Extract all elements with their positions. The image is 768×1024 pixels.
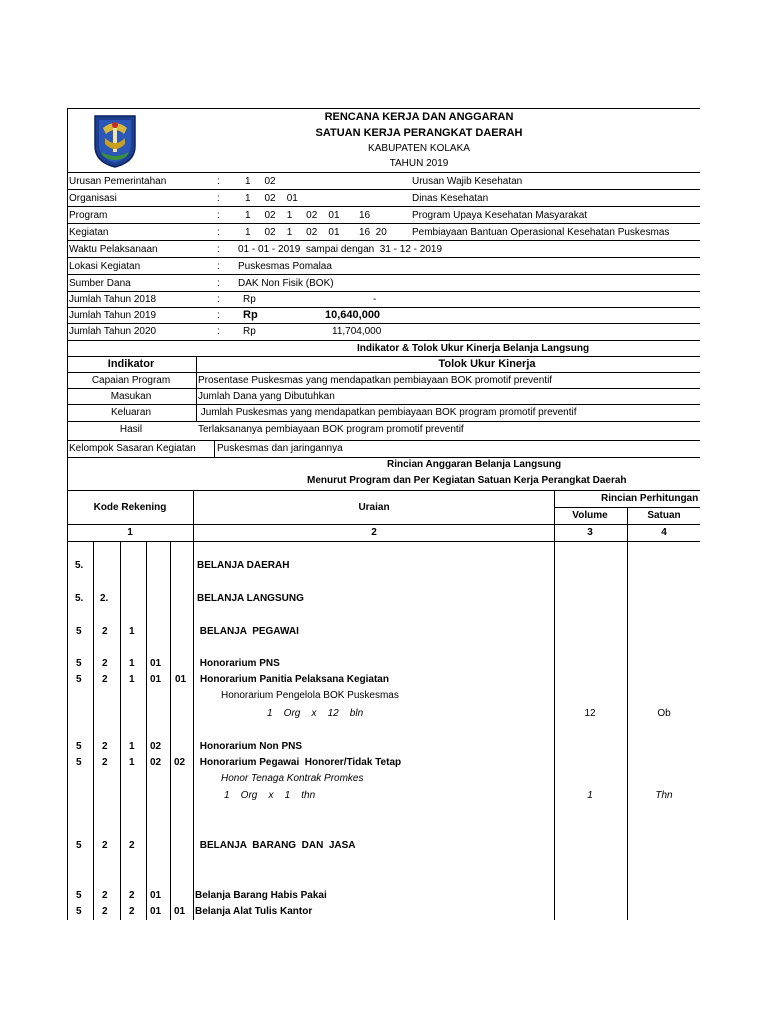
row-kode-3: 1 — [129, 658, 135, 669]
kegiatan-label: Kegiatan — [69, 227, 109, 238]
row-uraian: Belanja Alat Tulis Kantor — [195, 906, 313, 917]
row-kode-2: 2 — [102, 906, 108, 917]
col-number-2: 2 — [371, 527, 377, 538]
row-kode-2: 2 — [102, 890, 108, 901]
lokasi-label: Lokasi Kegiatan — [69, 261, 141, 272]
tolok-masukan: Jumlah Dana yang Dibutuhkan — [198, 391, 335, 402]
row-kode-2: 2 — [102, 658, 108, 669]
organisasi-label: Organisasi — [69, 193, 117, 204]
row-kode-1: 5 — [76, 626, 82, 637]
row-kode-2: 2 — [102, 757, 108, 768]
jumlah-2020-value: 11,704,000 — [332, 326, 382, 337]
indikator-hasil: Hasil — [119, 424, 143, 435]
row-kode-2: 2 — [102, 626, 108, 637]
col-volume: Volume — [572, 510, 608, 521]
colon: : — [217, 244, 220, 255]
row-calc: 1 Org x 12 bln — [267, 708, 364, 719]
colon: : — [217, 294, 220, 305]
sumber-value: DAK Non Fisik (BOK) — [238, 278, 334, 289]
row-kode-1: 5. — [75, 560, 84, 571]
row-kode-4: 01 — [150, 674, 162, 685]
row-kode-3: 2 — [129, 840, 135, 851]
col-number-4: 4 — [661, 527, 667, 538]
row-uraian: Honorarium Panitia Pelaksana Kegiatan — [200, 674, 389, 685]
row-kode-1: 5 — [76, 658, 82, 669]
row-uraian: BELANJA BARANG DAN JASA — [197, 840, 356, 851]
row-kode-2: 2. — [100, 593, 109, 604]
indikator-capaian: Capaian Program — [91, 375, 171, 386]
row-sub-uraian: Honor Tenaga Kontrak Promkes — [221, 773, 364, 784]
colon: : — [217, 310, 220, 321]
title-satuan-kerja: SATUAN KERJA PERANGKAT DAERAH — [315, 127, 523, 139]
subtitle-tahun: TAHUN 2019 — [389, 158, 449, 169]
urusan-value: Urusan Wajib Kesehatan — [412, 176, 523, 187]
row-kode-2: 2 — [102, 674, 108, 685]
row-kode-4: 01 — [150, 906, 162, 917]
col-rincian-perhitungan: Rincian Perhitungan — [601, 493, 699, 504]
sumber-label: Sumber Dana — [69, 278, 131, 289]
colon: : — [217, 193, 220, 204]
tolok-keluaran: Jumlah Puskesmas yang mendapatkan pembiayaan BOK program promotif preventif — [198, 407, 577, 418]
row-kode-2: 2 — [102, 741, 108, 752]
urusan-code: 1 02 — [245, 176, 276, 187]
colon: : — [217, 278, 220, 289]
row-uraian: Honorarium Non PNS — [197, 741, 303, 752]
waktu-value: 01 - 01 - 2019 sampai dengan 31 - 12 - 2019 — [238, 244, 443, 255]
jumlah-2018-value: - — [373, 294, 377, 305]
kinerja-title: Indikator & Tolok Ukur Kinerja Belanja Langsung — [357, 343, 590, 354]
sasaran-value: Puskesmas dan jaringannya — [217, 443, 343, 454]
colon: : — [217, 210, 220, 221]
row-sub-uraian: Honorarium Pengelola BOK Puskesmas — [221, 690, 399, 701]
row-volume: 12 — [584, 708, 596, 719]
col-kode-rekening: Kode Rekening — [93, 502, 167, 513]
row-satuan: Thn — [655, 790, 673, 801]
row-kode-1: 5 — [76, 840, 82, 851]
program-value: Program Upaya Kesehatan Masyarakat — [412, 210, 588, 221]
organisasi-value: Dinas Kesehatan — [412, 193, 489, 204]
row-kode-5: 02 — [174, 757, 186, 768]
program-code: 1 02 1 02 01 16 — [245, 210, 371, 221]
row-kode-3: 1 — [129, 674, 135, 685]
subtitle-kabupaten: KABUPATEN KOLAKA — [368, 143, 470, 154]
lokasi-value: Puskesmas Pomalaa — [238, 261, 332, 272]
rincian-subtitle: Menurut Program dan Per Kegiatan Satuan Kerja Perangkat Daerah — [307, 475, 627, 486]
tolok-hasil: Terlaksananya pembiayaan BOK program promotif preventif — [198, 424, 464, 435]
row-kode-1: 5 — [76, 890, 82, 901]
kabupaten-logo-icon — [91, 112, 139, 168]
colon: : — [217, 176, 220, 187]
jumlah-2020-rp: Rp — [243, 326, 256, 337]
row-uraian: Belanja Barang Habis Pakai — [195, 890, 327, 901]
jumlah-2020-label: Jumlah Tahun 2020 — [69, 326, 157, 337]
row-uraian: Honorarium PNS — [197, 658, 280, 669]
tolok-capaian: Prosentase Puskesmas yang mendapatkan pembiayaan BOK promotif preventif — [198, 375, 553, 386]
kegiatan-code: 1 02 1 02 01 16 20 — [245, 227, 387, 238]
jumlah-2019-label: Jumlah Tahun 2019 — [69, 310, 157, 321]
row-uraian: BELANJA DAERAH — [197, 560, 290, 571]
row-volume: 1 — [587, 790, 593, 801]
colon: : — [217, 326, 220, 337]
organisasi-code: 1 02 01 — [245, 193, 298, 204]
row-kode-5: 01 — [174, 906, 186, 917]
row-kode-3: 1 — [129, 741, 135, 752]
rincian-title: Rincian Anggaran Belanja Langsung — [387, 459, 562, 470]
row-kode-1: 5 — [76, 674, 82, 685]
row-calc: 1 Org x 1 thn — [224, 790, 316, 801]
col-satuan: Satuan — [647, 510, 681, 521]
waktu-label: Waktu Pelaksanaan — [69, 244, 158, 255]
row-kode-3: 2 — [129, 906, 135, 917]
sasaran-label: Kelompok Sasaran Kegiatan — [69, 443, 196, 454]
row-uraian: Honorarium Pegawai Honorer/Tidak Tetap — [197, 757, 402, 768]
jumlah-2018-label: Jumlah Tahun 2018 — [69, 294, 157, 305]
budget-sheet — [67, 108, 700, 920]
title-rencana-kerja: RENCANA KERJA DAN ANGGARAN — [324, 111, 514, 123]
program-label: Program — [69, 210, 108, 221]
col-number-1: 1 — [127, 527, 133, 538]
indikator-keluaran: Keluaran — [110, 407, 152, 418]
jumlah-2019-rp: Rp — [243, 309, 258, 321]
row-kode-1: 5 — [76, 757, 82, 768]
row-kode-4: 02 — [150, 757, 162, 768]
row-kode-3: 1 — [129, 626, 135, 637]
colon: : — [217, 261, 220, 272]
jumlah-2019-value: 10,640,000 — [325, 309, 381, 321]
row-kode-1: 5. — [75, 593, 84, 604]
row-satuan: Ob — [657, 708, 671, 719]
row-kode-1: 5 — [76, 741, 82, 752]
row-kode-1: 5 — [76, 906, 82, 917]
col-indikator: Indikator — [107, 358, 155, 370]
col-number-3: 3 — [587, 527, 593, 538]
indikator-masukan: Masukan — [110, 391, 152, 402]
urusan-label: Urusan Pemerintahan — [69, 176, 167, 187]
row-kode-3: 2 — [129, 890, 135, 901]
col-tolok-ukur: Tolok Ukur Kinerja — [438, 358, 536, 370]
row-kode-5: 01 — [175, 674, 187, 685]
row-uraian: BELANJA PEGAWAI — [197, 626, 299, 637]
row-kode-4: 01 — [150, 890, 162, 901]
row-kode-4: 02 — [150, 741, 162, 752]
row-uraian: BELANJA LANGSUNG — [197, 593, 304, 604]
jumlah-2018-rp: Rp — [243, 294, 256, 305]
row-kode-3: 1 — [129, 757, 135, 768]
kegiatan-value: Pembiayaan Bantuan Operasional Kesehatan Puskesmas — [412, 227, 670, 238]
col-uraian: Uraian — [358, 502, 390, 513]
row-kode-2: 2 — [102, 840, 108, 851]
colon: : — [217, 227, 220, 238]
row-kode-4: 01 — [150, 658, 162, 669]
